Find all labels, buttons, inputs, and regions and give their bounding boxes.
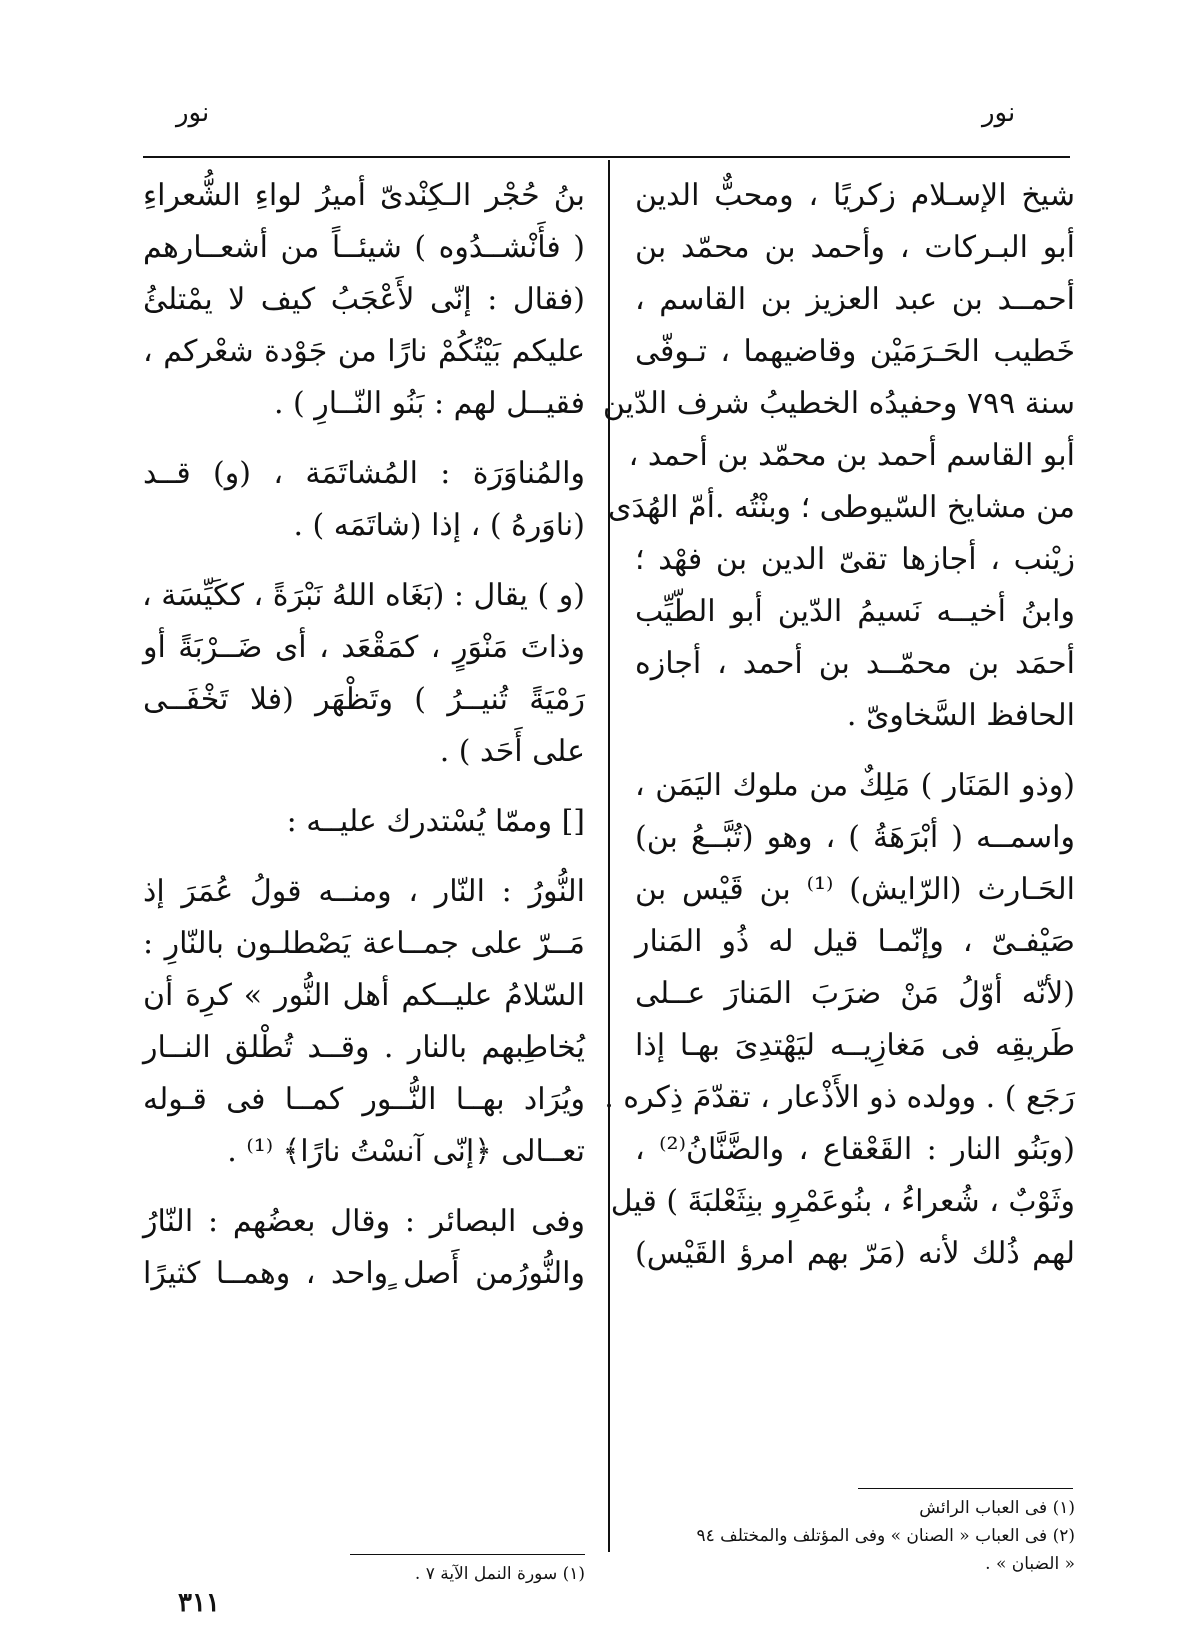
text-line: الحَـارث (الرّايش) ⁽¹⁾ بن قَيْس بن [635, 872, 1075, 907]
text-line: خَطيب الحَـرَمَيْن وقاضيهما ، تـوفّى [635, 334, 1075, 369]
paragraph [602, 170, 1075, 742]
paragraph [143, 866, 585, 1178]
text-line: مَــرّ على جمــاعة يَصْطلـون بالنّارِ : [143, 926, 585, 961]
footnote: (١) سورة النمل الآية ٧ . [414, 1564, 585, 1584]
header-rule [143, 156, 1070, 158]
page-number: ٣١١ [178, 1588, 220, 1618]
left-column [143, 170, 585, 1300]
text-line: سنة ٧٩٩ وحفيدُه الخطيبُ شرف الدّين [602, 386, 1075, 421]
text-line: عليكم بَيْتُكُمْ نارًا من جَوْدة شعْركم ، [143, 334, 585, 369]
footnote-rule-left [350, 1554, 585, 1555]
text-line: رَجَع ) . وولده ذو الأَذْعار ، تقدّمَ ذِكره . [604, 1080, 1075, 1115]
text-line: زيْنب ، أجازها تقىّ الدين بن فهْد ؛ [635, 542, 1075, 577]
footnote: « الضبان » . [985, 1554, 1075, 1574]
paragraph [143, 448, 585, 552]
text-line: (لأنّه أوّلُ مَنْ ضرَبَ المَنارَ عــلى [635, 976, 1075, 1011]
text-line: (وذو المَنَار ) مَلِكٌ من ملوك اليَمَن ، [635, 768, 1075, 803]
text-line: ( فأَنْشــدُوه ) شيئــاً من أشعــارهم [143, 230, 585, 265]
text-line: (و ) يقال : (بَغَاه اللهُ نَبْرَةً ، ككَيِّسَة ، [142, 578, 585, 613]
paragraph [604, 760, 1075, 1124]
text-line: أبو البـركات ، وأحمد بن محمّد بن [635, 230, 1075, 265]
text-line: وفى البصائر : وقال بعضُهم : النّارُ [143, 1204, 585, 1239]
text-line: صَيْفـىّ ، وإنّمـا قيل له ذُو المَنار [635, 924, 1075, 959]
paragraph [143, 170, 585, 430]
text-line: تعــالى ﴿إنّى آنسْتُ نارًا﴾ ⁽¹⁾ . [227, 1134, 585, 1169]
footnote-rule-right [858, 1488, 1073, 1489]
paragraph [143, 796, 585, 848]
footnote: (١) فى العباب الرائش [919, 1498, 1075, 1518]
text-line: فقيــل لهم : بَنُو النّــارِ ) . [273, 386, 585, 421]
paragraph [143, 1196, 585, 1300]
footnotes-left [350, 1560, 585, 1588]
text-line: وابنُ أخيــه نَسيمُ الدّين أبو الطّيِّب [635, 594, 1075, 629]
text-line: لهم ذُلك لأنه (مَرّ بهم امرؤ القَيْس) [635, 1236, 1075, 1271]
text-line: أبو القاسم أحمد بن محمّد بن أحمد ، [628, 438, 1075, 473]
text-line: على أَحَد ) . [439, 734, 585, 769]
text-line: ويُرَاد بهــا النُّــور كمــا فى قـوله [143, 1082, 585, 1117]
paragraph [610, 1124, 1075, 1280]
text-line: أحمــد بن عبد العزيز بن القاسم ، [635, 282, 1075, 317]
text-line: الحافظ السَّخاوىّ . [846, 698, 1075, 733]
text-line: من مشايخ السّيوطى ؛ وبنْتُه .أمّ الهُدَى [607, 490, 1075, 525]
text-line: شيخ الإسـلام زكريًا ، ومحبٌّ الدين [635, 178, 1075, 213]
text-line: السّلامُ عليــكم أهل النُّور » كرِهَ أن [143, 978, 585, 1013]
text-line: والنُّورُمن أَصل ٍواحد ، وهمــا كثيرًا [143, 1256, 585, 1291]
text-line: وذاتَ مَنْوَرٍ ، كمَقْعَد ، أى ضَــرْبَةً أو [143, 630, 585, 665]
text-line: [] وممّا يُسْتدرك عليــه : [286, 804, 585, 839]
footnote: (٢) فى العباب « الصنان » وفى المؤتلف والمختلف ٩٤ [696, 1526, 1075, 1546]
running-head-left: نور [176, 98, 210, 128]
footnotes-right [640, 1494, 1075, 1578]
text-line: يُخاطِبهم بالنار . وقــد تُطْلق النــار [143, 1030, 585, 1065]
column-divider [608, 160, 610, 1552]
text-line: (ناوَرهُ ) ، إذا (شاتَمَه ) . [293, 508, 585, 543]
text-line: أحمَد بن محمّــد بن أحمد ، أجازه [635, 646, 1075, 681]
text-line: (وبَنُو النار : القَعْقاع ، والضَّنَّانُ⁽²⁾ ، [635, 1132, 1075, 1167]
text-line: (فقال : إنّى لأَعْجَبُ كيف لا يمْتلئُ [143, 282, 585, 317]
text-line: طَريقِه فى مَغازِيــه ليَهْتدِىَ بهـا إذا [635, 1028, 1075, 1063]
text-line: النُّورُ : النّار ، ومنــه قولُ عُمَرَ إذ [143, 874, 585, 909]
paragraph [143, 570, 585, 778]
text-line: رَمْيَةً تُنيــرُ ) وتَظْهَر (فلا تَخْفَــى [143, 682, 585, 717]
right-column [602, 170, 1075, 1280]
text-line: وثَوْبٌ ، شُعراءُ ، بنُوعَمْرِو بنِثَعْلبَةَ ) قيل [610, 1184, 1075, 1219]
text-line: واسمــه ( أبْرَهَةُ ) ، وهو (تُبَّــعُ بن) [635, 820, 1075, 855]
text-line: بنُ حُجْر الـكِنْدىّ أميرُ لواءِ الشُّعراءِ [143, 178, 585, 213]
text-line: والمُناوَرَة : المُشاتَمَة ، (و) قــد [143, 456, 585, 491]
running-head-right: نور [982, 98, 1016, 128]
